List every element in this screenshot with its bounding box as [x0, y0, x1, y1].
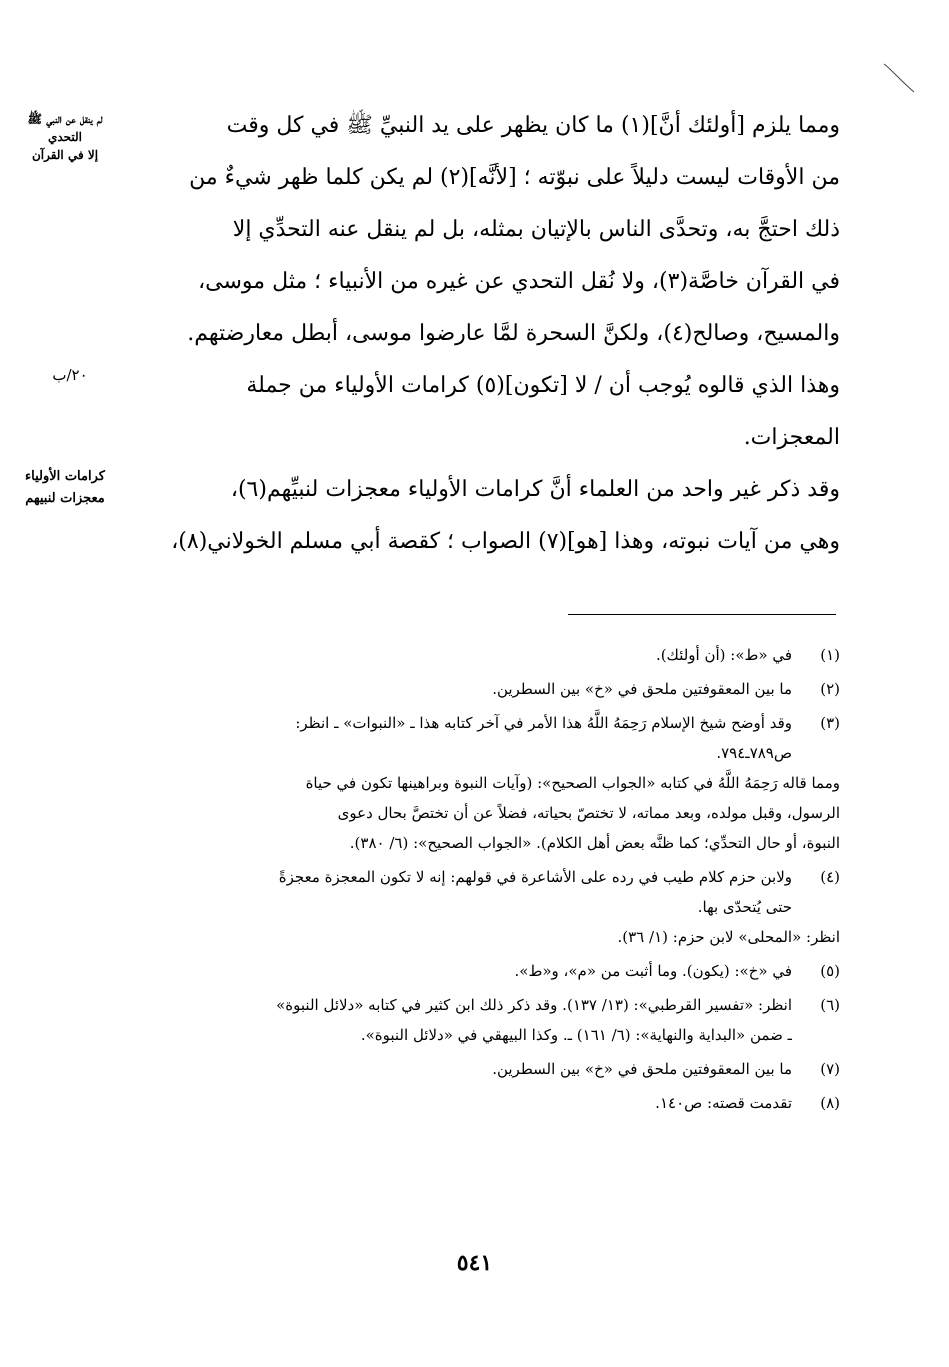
margin-note-tahaddi — [14, 110, 116, 164]
footnote-number: (٦) — [820, 996, 840, 1014]
footnote-line: وقد أوضح شيخ الإسلام رَحِمَهُ اللَّهُ هذا الأمر في آخر كتابه هذا ـ «النبوات» ـ انظر: — [295, 714, 792, 732]
footnote — [118, 990, 840, 1050]
footnote-line: ولابن حزم كلام طيب في رده على الأشاعرة في قولهم: إنه لا تكون المعجزة معجزةً — [278, 868, 792, 886]
footnote-line: ما بين المعقوفتين ملحق في «خ» بين السطرين. — [492, 1060, 792, 1078]
margin-note-line: إلا في القرآن — [31, 148, 99, 162]
footnote — [118, 1088, 840, 1118]
footnote-line: الرسول، وقبل مولده، وبعد مماته، لا تختصّ بحياته، فضلاً عن أن تختصَّ بحال دعوى — [337, 804, 840, 822]
footnote-line: ص٧٨٩ـ٧٩٤. — [716, 744, 792, 762]
main-text — [120, 100, 840, 568]
main-line: ومما يلزم [أولئك أنَّ](١) ما كان يظهر على يد النبيِّ ﷺ في كل وقت — [226, 113, 840, 138]
margin-note-line: التحدي — [47, 130, 83, 144]
footnote-line: النبوة، أو حال التحدِّي؛ كما ظنَّه بعض أهل الكلام). «الجواب الصحيح»: (٦/ ٣٨٠). — [349, 834, 840, 852]
margin-note-karamat — [14, 466, 116, 510]
footnote-line: تقدمت قصته: ص١٤٠. — [655, 1094, 792, 1112]
main-line: من الأوقات ليست دليلاً على نبوّته ؛ [لأنَّه](٢) لم يكن كلما ظهر شيءٌ من — [189, 165, 840, 190]
footnote — [118, 640, 840, 670]
footnote — [118, 708, 840, 768]
footnote-separator — [568, 614, 836, 615]
footnote — [118, 862, 840, 922]
folio-text: ٢٠/ب — [52, 366, 88, 384]
footnote-line: ـ ضمن «البداية والنهاية»: (٦/ ١٦١) ـ. وكذا البيهقي في «دلائل النبوة». — [360, 1026, 792, 1044]
footnote-line: انظر: «تفسير القرطبي»: (١٣/ ١٣٧). وقد ذكر ذلك ابن كثير في كتابه «دلائل النبوة» — [276, 996, 792, 1014]
footnote — [118, 1054, 840, 1084]
main-line: وهذا الذي قالوه يُوجب أن / لا [تكون](٥) كرامات الأولياء من جملة — [246, 373, 840, 398]
footnote-line: حتى يُتحدّى بها. — [697, 898, 792, 916]
main-line: والمسيح، وصالح(٤)، ولكنَّ السحرة لمَّا عارضوا موسى، أبطل معارضتهم. — [187, 321, 840, 346]
stray-pen-mark — [880, 60, 920, 96]
footnote-line: ومما قاله رَحِمَهُ اللَّهُ في كتابه «الجواب الصحيح»: (وآيات النبوة وبراهينها تكون في حياة — [305, 774, 840, 792]
footnote-number: (٥) — [820, 962, 840, 980]
margin-note-line: كرامات الأولياء — [25, 469, 105, 484]
footnote-number: (٣) — [820, 714, 840, 732]
footnote-continuation — [118, 922, 840, 952]
main-line: وهي من آيات نبوته، وهذا [هو](٧) الصواب ؛ كقصة أبي مسلم الخولاني(٨)، — [171, 529, 840, 554]
footnotes — [118, 640, 840, 1118]
footnote-number: (٧) — [820, 1060, 840, 1078]
footnote-number: (٨) — [820, 1094, 840, 1112]
footnote-continuation — [118, 768, 840, 858]
manuscript-folio-marker — [40, 366, 100, 384]
margin-note-line: لم ينقل عن النبي ﷺ — [27, 112, 103, 126]
footnote-number: (٤) — [820, 868, 840, 886]
main-line: ذلك احتجَّ به، وتحدَّى الناس بالإتيان بمثله، بل لم ينقل عنه التحدِّي إلا — [232, 217, 840, 242]
main-line: المعجزات. — [743, 425, 840, 450]
main-line: وقد ذكر غير واحد من العلماء أنَّ كرامات الأولياء معجزات لنبيِّهم(٦)، — [230, 477, 840, 502]
footnote — [118, 674, 840, 704]
footnote-line: انظر: «المحلى» لابن حزم: (١/ ٣٦). — [617, 928, 840, 946]
footnote — [118, 956, 840, 986]
margin-note-line: معجزات لنبيهم — [25, 491, 105, 506]
footnote-number: (١) — [820, 646, 840, 664]
page-number: ٥٤١ — [456, 1250, 493, 1276]
main-line: في القرآن خاصَّة(٣)، ولا نُقل التحدي عن غيره من الأنبياء ؛ مثل موسى، — [198, 269, 840, 294]
footnote-line: في «ط»: (أن أولئك). — [655, 646, 792, 664]
footnote-line: في «خ»: (يكون). وما أثبت من «م»، و«ط». — [514, 962, 792, 980]
footnote-number: (٢) — [820, 680, 840, 698]
footnote-line: ما بين المعقوفتين ملحق في «خ» بين السطرين. — [492, 680, 792, 698]
